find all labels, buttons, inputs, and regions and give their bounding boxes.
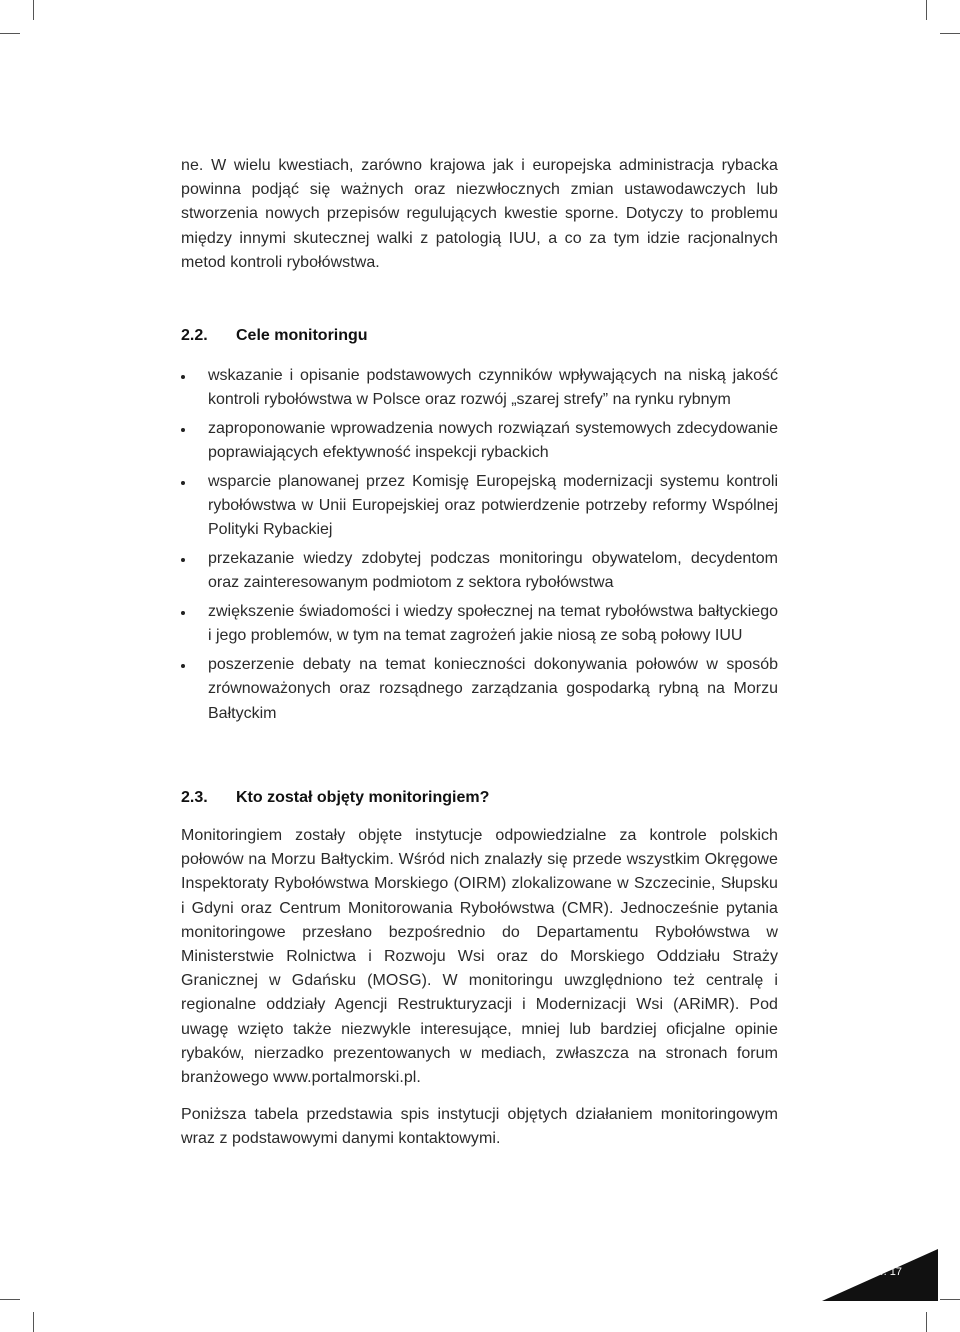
crop-mark [0,1299,20,1300]
bullet-icon [181,375,185,379]
list-item: przekazanie wiedzy zdobytej podczas monitoringu obywatelom, decydentom oraz zainteresowanym podmiotom z sektora rybołówstwa [181,547,778,595]
list-item: zaproponowanie wprowadzenia nowych rozwiązań systemowych zdecydowanie poprawiających efektywność inspekcji rybackich [181,417,778,465]
section-heading-2-2 [181,327,368,345]
body-paragraph: Poniższa tabela przedstawia spis instytucji objętych działaniem monitoringowym wraz z podstawowymi danymi kontaktowymi. [181,1106,778,1148]
page-number: str. 17 [872,1266,902,1278]
list-item: wskazanie i opisanie podstawowych czynników wpływających na niską jakość kontroli rybołówstwa w Polsce oraz rozwój „szarej strefy” na rynku rybnym [181,364,778,412]
section-title: Cele monitoringu [236,327,368,344]
bullet-icon [181,558,185,562]
crop-mark [33,0,34,20]
section-number: 2.2. [181,327,208,344]
crop-mark [940,1299,960,1300]
list-item: wsparcie planowanej przez Komisję Europejską modernizacji systemu kontroli rybołówstwa w Unii Europejskiej oraz potwierdzenie potrzeby reformy Wspólnej Polityki Rybackiej [181,470,778,543]
crop-mark [926,0,927,20]
section-number: 2.3. [181,789,208,806]
bullet-icon [181,428,185,432]
intro-block [181,154,778,275]
bullet-icon [181,611,185,615]
body-paragraph: Monitoringiem zostały objęte instytucje odpowiedzialne za kontrole polskich połowów na Morzu Bałtyckim. Wśród nich znalazły się przede wszystkim Okręgowe Inspektoraty Rybołówstwa Morskiego (OIRM) zlokalizowane w Szczecinie, Słupsku i Gdyni oraz Centrum Monitorowania Rybołówstwa (CMR). Jednocześnie pytania monitoringowe przesłano bezpośrednio do Departamentu Rybołówstwa w Ministerstwie Rolnictwa i Rozwoju Wsi oraz do Morskiego Oddziału Straży Granicznej w Gdańsku (MOSG). W monitoringu uwzględniono też centralę i regionalne oddziały Agencji Restrukturyzacji i Modernizacji Wsi (ARiMR). Pod uwagę wzięto także niezwykle interesujące, mniej lub bardziej oficjalne opinie rybaków, nierzadko prezentowanych w mediach, zwłaszcza na stronach forum branżowego www.portalmorski.pl. [181,827,778,1087]
goals-list [181,364,778,730]
section-title: Kto został objęty monitoringiem? [236,789,490,806]
bullet-icon [181,481,185,485]
bullet-icon [181,664,185,668]
monitoring-scope-block [181,824,778,1152]
crop-mark [940,33,960,34]
section-heading-2-3 [181,789,489,807]
crop-mark [33,1312,34,1332]
list-item: zwiększenie świadomości i wiedzy społecznej na temat rybołówstwa bałtyckiego i jego problemów, w tym na temat zagrożeń jakie niosą ze sobą połowy IUU [181,600,778,648]
crop-mark [0,33,20,34]
list-item: poszerzenie debaty na temat konieczności dokonywania połowów w sposób zrównoważonych oraz rozsądnego zarządzania gospodarką rybną na Morzu Bałtyckim [181,653,778,726]
crop-mark [926,1312,927,1332]
intro-paragraph: ne. W wielu kwestiach, zarówno krajowa jak i europejska administracja rybacka powinna podjąć się ważnych oraz niezwłocznych zmian ustawodawczych lub stworzenia nowych przepisów regulujących kwestie sporne. Dotyczy to problemu między innymi skutecznej walki z patologią IUU, a co za tym idzie racjonalnych metod kontroli rybołówstwa. [181,157,778,271]
